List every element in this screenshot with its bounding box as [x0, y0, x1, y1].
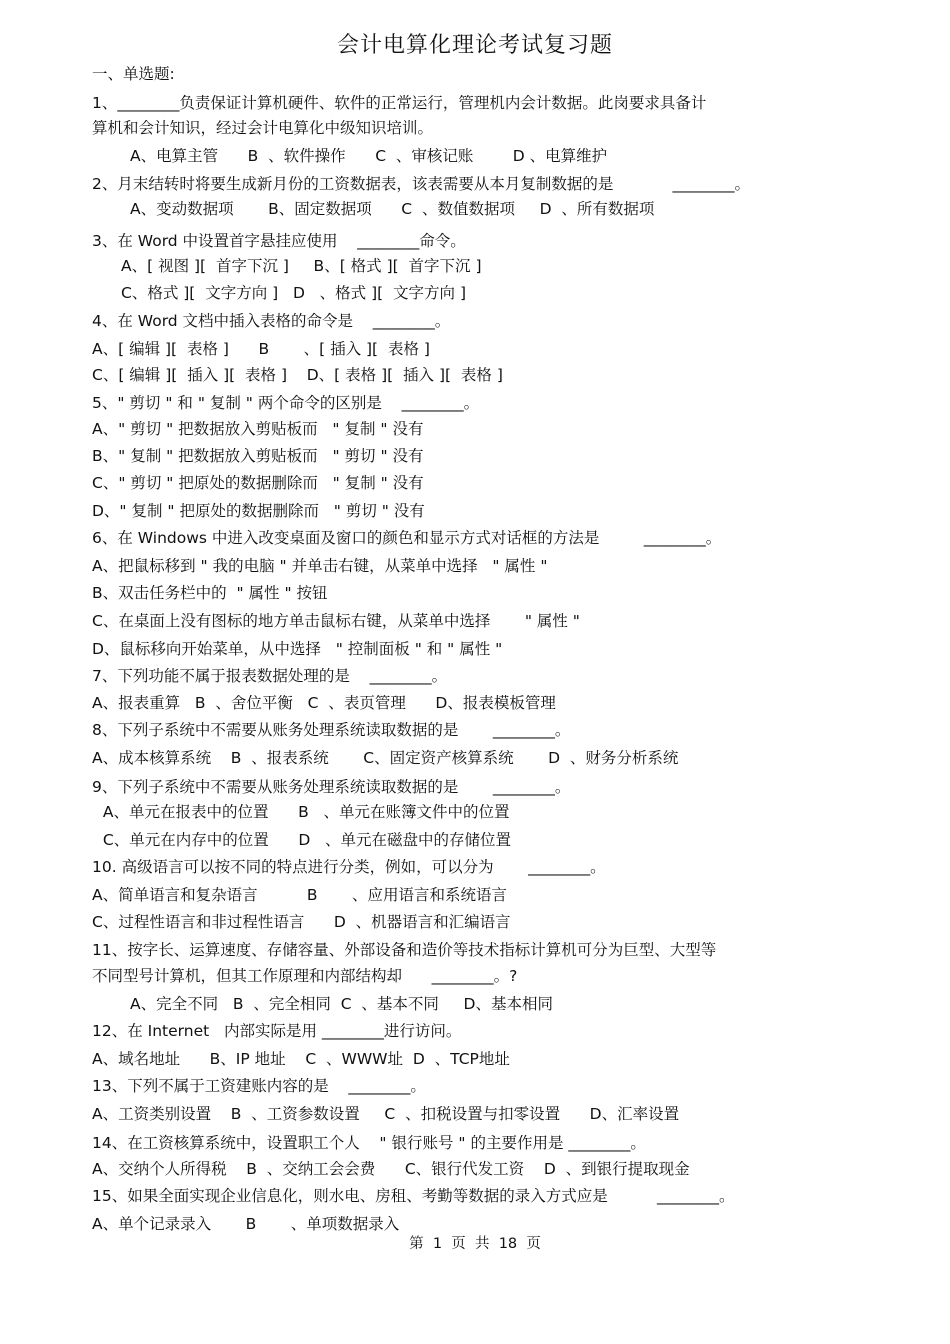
text-line: A、完全不同 B 、完全相同 C 、基本不同 D、基本相同: [130, 995, 553, 1013]
text-line: D、鼠标移向开始菜单，从中选择 " 控制面板 " 和 " 属性 ": [92, 640, 503, 658]
text-line: 5、" 剪切 " 和 " 复制 " 两个命令的区别是 ________。: [92, 394, 480, 412]
text-line: A、变动数据项 B、固定数据项 C 、数值数据项 D 、所有数据项: [130, 200, 655, 218]
text-line: B、" 复制 " 把数据放入剪贴板而 " 剪切 " 没有: [92, 447, 424, 465]
text-line: A、报表重算 B 、舍位平衡 C 、表页管理 D、报表模板管理: [92, 694, 556, 712]
text-line: C、在桌面上没有图标的地方单击鼠标右键，从菜单中选择 " 属性 ": [92, 612, 580, 630]
text-line: 8、下列子系统中不需要从账务处理系统读取数据的是 ________。: [92, 721, 571, 739]
text-line: 9、下列子系统中不需要从账务处理系统读取数据的是 ________。: [92, 778, 571, 796]
text-line: C、[ 编辑 ][ 插入 ][ 表格 ] D、[ 表格 ][ 插入 ][ 表格 ]: [92, 366, 503, 384]
text-line: 6、在 Windows 中进入改变桌面及窗口的颜色和显示方式对话框的方法是 ________。: [92, 529, 722, 547]
text-line: A、工资类别设置 B 、工资参数设置 C 、扣税设置与扣零设置 D、汇率设置: [92, 1105, 680, 1123]
text-line: A、域名地址 B、IP 地址 C 、WWW址 D 、TCP地址: [92, 1050, 510, 1068]
text-line: 3、在 Word 中设置首字悬挂应使用 ________命令。: [92, 232, 466, 250]
text-line: A、单个记录录入 B 、单项数据录入: [92, 1215, 400, 1233]
text-line: A、交纳个人所得税 B 、交纳工会会费 C、银行代发工资 D 、到银行提取现金: [92, 1160, 690, 1178]
document-title: 会计电算化理论考试复习题: [336, 33, 613, 58]
text-line: 12、在 Internet 内部实际是用 ________进行访问。: [92, 1022, 462, 1040]
text-line: 15、如果全面实现企业信息化，则水电、房租、考勤等数据的录入方式应是 ________。: [92, 1187, 735, 1205]
text-line: C、过程性语言和非过程性语言 D 、机器语言和汇编语言: [92, 913, 511, 931]
text-line: A、简单语言和复杂语言 B 、应用语言和系统语言: [92, 886, 507, 904]
text-line: C、单元在内存中的位置 D 、单元在磁盘中的存储位置: [98, 831, 512, 849]
text-line: 2、月末结转时将要生成新月份的工资数据表，该表需要从本月复制数据的是 ________。: [92, 175, 750, 193]
text-line: 7、下列功能不属于报表数据处理的是 ________。: [92, 667, 448, 685]
text-line: D、" 复制 " 把原处的数据删除而 " 剪切 " 没有: [92, 502, 425, 520]
text-line: A、[ 视图 ][ 首字下沉 ] B、[ 格式 ][ 首字下沉 ]: [121, 257, 482, 275]
text-line: C、" 剪切 " 把原处的数据删除而 " 复制 " 没有: [92, 474, 424, 492]
text-line: A、单元在报表中的位置 B 、单元在账簿文件中的位置: [98, 803, 510, 821]
text-line: 11、按字长、运算速度、存储容量、外部设备和造价等技术指标计算机可分为巨型、大型等: [92, 941, 717, 959]
text-line: 1、________负责保证计算机硬件、软件的正常运行，管理机内会计数据。此岗要求具备计: [92, 94, 707, 112]
text-line: 13、下列不属于工资建账内容的是 ________。: [92, 1077, 426, 1095]
text-line: 4、在 Word 文档中插入表格的命令是 ________。: [92, 312, 451, 330]
text-line: C、格式 ][ 文字方向 ] D 、格式 ][ 文字方向 ]: [121, 284, 467, 302]
text-line: A、" 剪切 " 把数据放入剪贴板而 " 复制 " 没有: [92, 420, 424, 438]
text-line: A、成本核算系统 B 、报表系统 C、固定资产核算系统 D 、财务分析系统: [92, 749, 679, 767]
page-footer: 第 1 页 共 18 页: [409, 1236, 541, 1252]
text-line: 算机和会计知识，经过会计电算化中级知识培训。: [92, 119, 434, 137]
text-line: A、电算主管 B 、软件操作 C 、审核记账 D 、电算维护: [130, 147, 608, 165]
text-line: A、把鼠标移到 " 我的电脑 " 并单击右键，从菜单中选择 " 属性 ": [92, 557, 548, 575]
text-line: 不同型号计算机，但其工作原理和内部结构却 ________。?: [92, 967, 518, 985]
text-line: 一、单选题:: [92, 65, 175, 83]
text-line: A、[ 编辑 ][ 表格 ] B 、[ 插入 ][ 表格 ]: [92, 340, 430, 358]
text-line: 10. 高级语言可以按不同的特点进行分类，例如，可以分为 ________。: [92, 858, 606, 876]
text-line: 14、在工资核算系统中，设置职工个人 " 银行账号 " 的主要作用是 ________。: [92, 1134, 646, 1152]
text-line: B、双击任务栏中的 " 属性 " 按钮: [92, 584, 328, 602]
